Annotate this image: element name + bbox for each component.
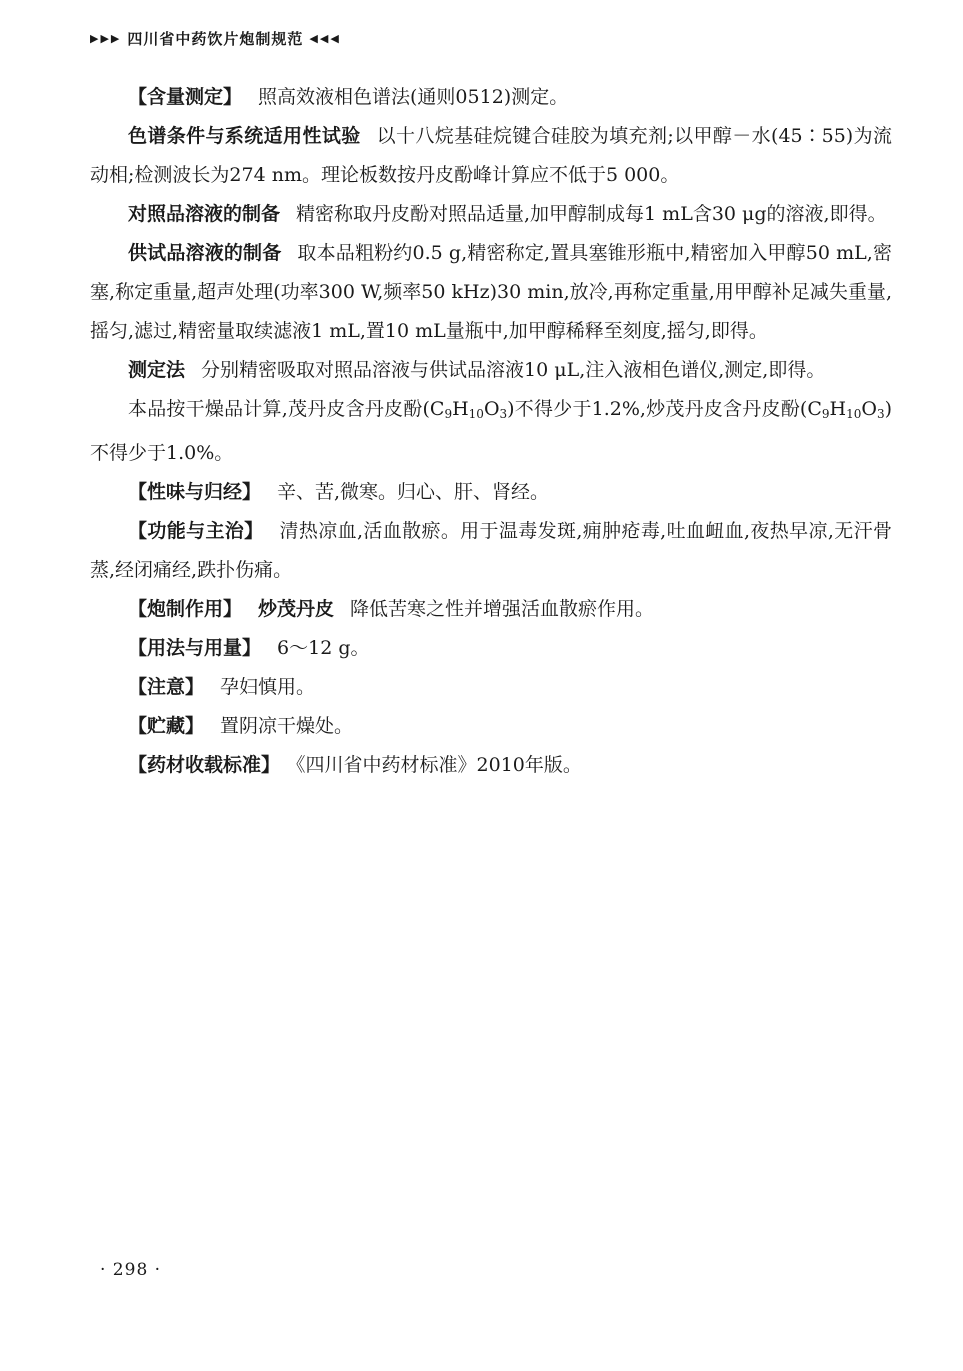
page-number: · 298 · xyxy=(100,1260,162,1280)
heading-zhuyi: 【注意】 xyxy=(128,676,205,698)
paragraph-biaozhun xyxy=(90,746,892,785)
right-arrows-icon: ◀◀◀ xyxy=(309,32,341,45)
heading-duizhao: 对照品溶液的制备 xyxy=(128,203,281,225)
paragraph-sepu xyxy=(90,117,892,195)
paragraph-hanliang xyxy=(90,78,892,117)
formula-c: C xyxy=(429,398,445,420)
formula-c-count: 9 xyxy=(821,407,830,421)
text-gongshi: 取本品粗粉约0.5 g,精密称定,置具塞锥形瓶中,精密加入甲醇50 mL,密塞,称定重量,超声处理(功率300 W,频率50 kHz)30 min,放冷,再称定重量,用甲醇补足减失重量,摇匀,滤过,精密量取续滤液1 mL,置10 mL量瓶中,加甲醇稀释至刻度,摇匀,即得。 xyxy=(90,242,892,342)
limit-text-3: )不得少于1.0%。 xyxy=(90,398,893,464)
text-zhucang: 置阴凉干燥处。 xyxy=(220,715,354,737)
formula-o: O xyxy=(483,398,500,420)
text-zhuyi: 孕妇慎用。 xyxy=(220,676,316,698)
text-cedingfa: 分别精密吸取对照品溶液与供试品溶液10 μL,注入液相色谱仪,测定,即得。 xyxy=(201,359,826,381)
formula-o-count: 3 xyxy=(499,407,508,421)
formula-o: O xyxy=(861,398,877,420)
text-paozhi: 降低苦寒之性并增强活血散瘀作用。 xyxy=(350,598,655,620)
paragraph-zhuyi xyxy=(90,668,892,707)
heading-yongfa: 【用法与用量】 xyxy=(128,637,262,659)
document-body xyxy=(90,78,892,785)
paragraph-gongneng xyxy=(90,512,892,590)
text-gongneng: 清热凉血,活血散瘀。用于温毒发斑,痈肿疮毒,吐血衄血,夜热早凉,无汗骨蒸,经闭痛经,跌扑伤痛。 xyxy=(90,520,892,581)
text-sepu: 以十八烷基硅烷键合硅胶为填充剂;以甲醇－水(45∶55)为流动相;检测波长为274 nm。理论板数按丹皮酚峰计算应不低于5 000。 xyxy=(90,125,892,186)
heading-gongneng: 【功能与主治】 xyxy=(128,520,264,542)
text-biaozhun: 《四川省中药材标准》2010年版。 xyxy=(296,754,582,776)
limit-text-2: )不得少于1.2%,炒茂丹皮含丹皮酚( xyxy=(507,398,808,420)
heading-paozhi: 【炮制作用】 xyxy=(128,598,243,620)
text-yongfa: 6～12 g。 xyxy=(277,637,370,659)
heading-cedingfa: 测定法 xyxy=(128,359,186,381)
limit-text-1: 本品按干燥品计算,茂丹皮含丹皮酚( xyxy=(128,398,430,420)
running-header xyxy=(90,28,341,49)
paragraph-cedingfa xyxy=(90,351,892,390)
formula-c-count: 9 xyxy=(444,407,453,421)
subheading-paozhi: 炒茂丹皮 xyxy=(258,598,335,620)
paragraph-xingwei xyxy=(90,473,892,512)
left-arrows-icon: ▶▶▶ xyxy=(90,32,122,45)
text-duizhao: 精密称取丹皮酚对照品适量,加甲醇制成每1 mL含30 μg的溶液,即得。 xyxy=(296,203,887,225)
header-title: 四川省中药饮片炮制规范 xyxy=(127,30,304,48)
paragraph-limit xyxy=(90,390,892,473)
heading-gongshi: 供试品溶液的制备 xyxy=(128,242,282,264)
paragraph-duizhao xyxy=(90,195,892,234)
heading-biaozhun: 【药材收载标准】 xyxy=(128,754,281,776)
heading-xingwei: 【性味与归经】 xyxy=(128,481,262,503)
formula-c: C xyxy=(807,398,822,420)
heading-sepu: 色谱条件与系统适用性试验 xyxy=(128,125,361,147)
text-xingwei: 辛、苦,微寒。归心、肝、肾经。 xyxy=(277,481,550,503)
formula-h-count: 10 xyxy=(846,407,862,421)
formula-h: H xyxy=(829,398,847,420)
formula-h-count: 10 xyxy=(468,407,484,421)
heading-zhucang: 【贮藏】 xyxy=(128,715,205,737)
formula xyxy=(807,398,884,420)
paragraph-gongshi xyxy=(90,234,892,351)
formula-h: H xyxy=(452,398,469,420)
heading-hanliang: 【含量测定】 xyxy=(128,86,243,108)
formula xyxy=(430,398,507,420)
formula-o-count: 3 xyxy=(876,407,885,421)
paragraph-paozhi xyxy=(90,590,892,629)
text-hanliang: 照高效液相色谱法(通则0512)测定。 xyxy=(258,86,569,108)
paragraph-yongfa xyxy=(90,629,892,668)
paragraph-zhucang xyxy=(90,707,892,746)
